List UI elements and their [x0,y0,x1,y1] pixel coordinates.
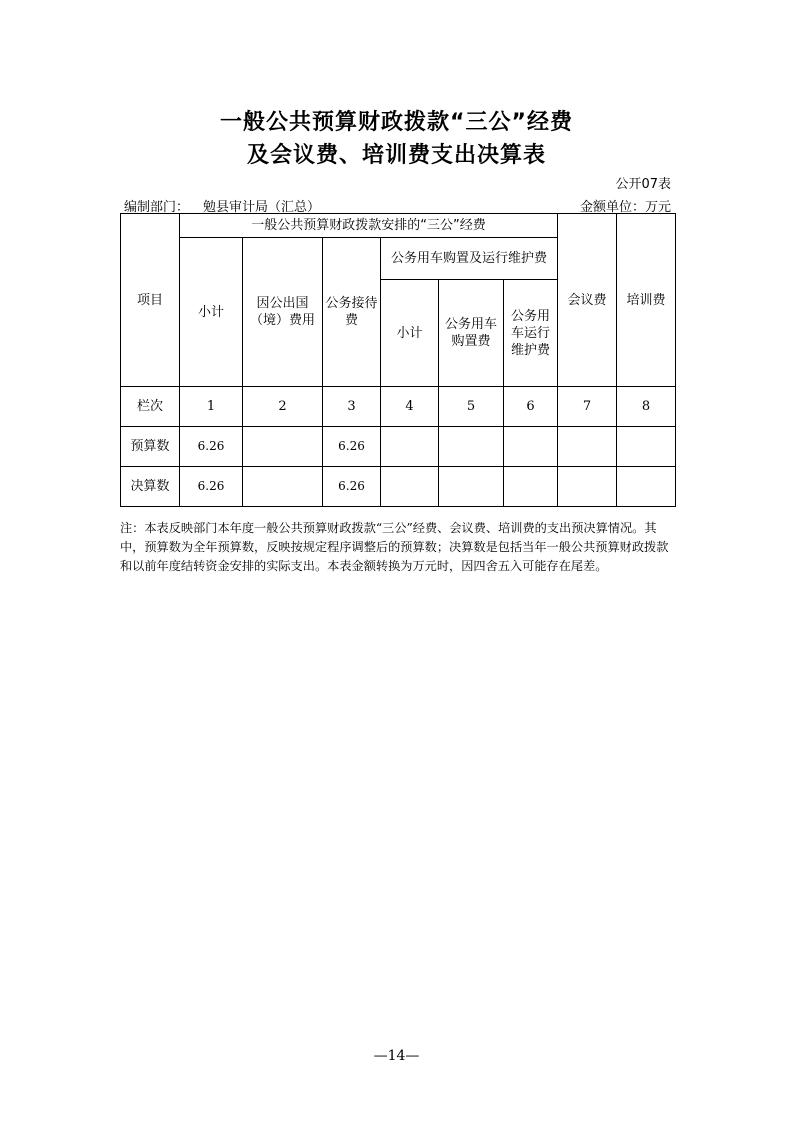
table-cell [243,467,323,507]
column-number: 2 [243,387,323,427]
header-subtotal: 小计 [180,238,243,387]
column-number: 4 [381,387,439,427]
table-row [121,467,676,507]
compiler-value: 勉县审计局（汇总） [203,200,321,215]
table-cell [439,427,504,467]
table-cell [558,467,617,507]
column-number: 6 [504,387,558,427]
amount-unit: 金额单位：万元 [579,200,671,215]
column-number: 5 [439,387,504,427]
row-label: 预算数 [121,427,180,467]
table-cell [558,427,617,467]
header-item: 项目 [121,214,180,387]
table-row [121,387,676,427]
column-number: 7 [558,387,617,427]
table-cell: 6.26 [180,427,243,467]
footnote: 注：本表反映部门本年度一般公共预算财政拨款“三公”经费、会议费、培训费的支出预决算情况。其中，预算数为全年预算数，反映按规定程序调整后的预算数；决算数是包括当年一般公共预算财政拨款和以前年度结转资金安排的实际支出。本表金额转换为万元时，因四舍五入可能存在尾差。 [120,521,669,573]
column-row-label: 栏次 [121,387,180,427]
expense-table [120,213,676,507]
table-row [121,427,676,467]
column-number: 1 [180,387,243,427]
table-cell [504,427,558,467]
table-cell [617,427,676,467]
title-line-1: 一般公共预算财政拨款“三公”经费 [220,110,573,135]
title-line-2: 及会议费、培训费支出决算表 [246,143,546,168]
table-cell: 6.26 [180,467,243,507]
table-cell [381,467,439,507]
page-number: —14— [373,1048,420,1064]
header-vehicle-group: 公务用车购置及运行维护费 [381,238,558,280]
header-training: 培训费 [617,214,676,387]
table-cell: 6.26 [323,427,381,467]
table-cell [381,427,439,467]
table-cell [243,427,323,467]
column-number: 8 [617,387,676,427]
header-meeting: 会议费 [558,214,617,387]
header-vehicle-subtotal: 小计 [381,280,439,387]
table-cell [439,467,504,507]
table-cell [617,467,676,507]
header-vehicle-operation: 公务用车运行维护费 [504,280,558,387]
form-number: 公开07表 [615,177,671,192]
header-reception: 公务接待费 [323,238,381,387]
table-cell: 6.26 [323,467,381,507]
row-label: 决算数 [121,467,180,507]
table-cell [504,467,558,507]
header-vehicle-purchase: 公务用车购置费 [439,280,504,387]
header-abroad: 因公出国（境）费用 [243,238,323,387]
header-three-expenses: 一般公共预算财政拨款安排的“三公”经费 [180,214,558,238]
column-number: 3 [323,387,381,427]
compiler-label: 编制部门： [124,200,190,215]
